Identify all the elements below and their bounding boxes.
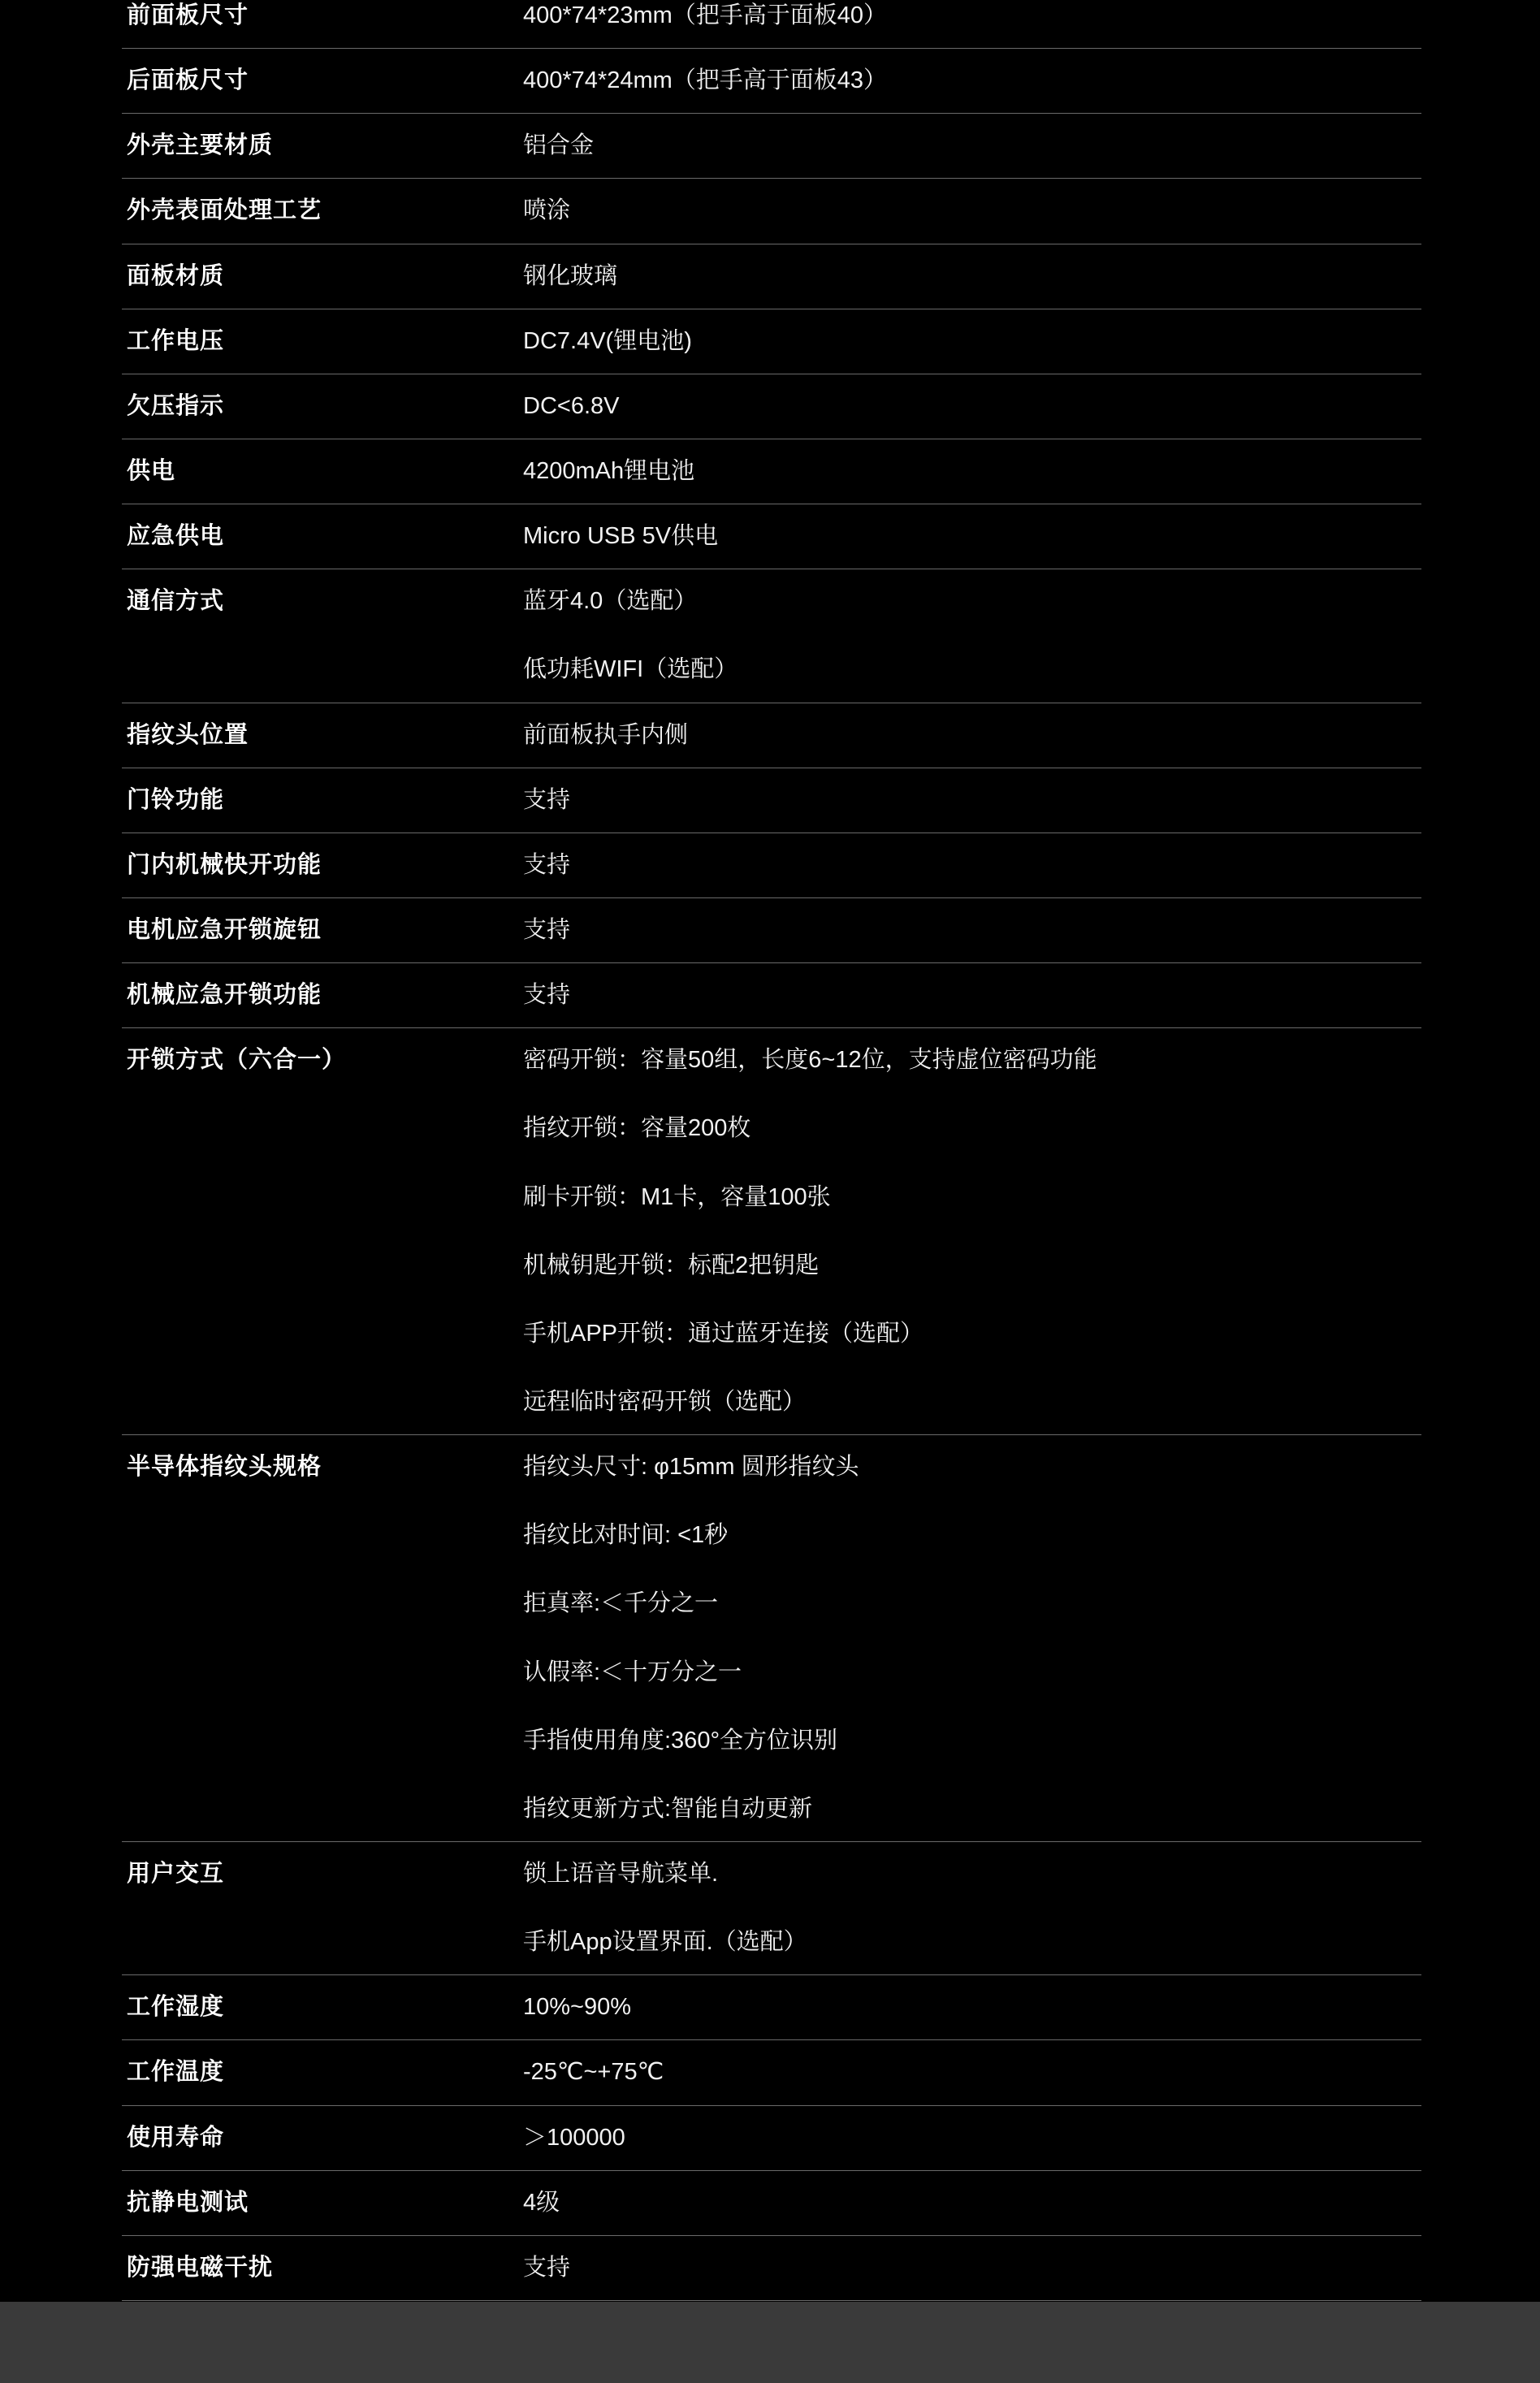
table-row xyxy=(122,833,1421,897)
spec-value-line: 喷涂 xyxy=(523,197,571,224)
spec-label: 工作温度 xyxy=(127,2059,225,2086)
spec-value-line: 远程临时密码开锁（选配） xyxy=(523,1388,807,1415)
spec-value-line: 低功耗WIFI（选配） xyxy=(523,656,738,683)
spec-value-line: 指纹头尺寸: φ15mm 圆形指纹头 xyxy=(523,1454,859,1481)
spec-value xyxy=(520,2105,1421,2170)
spec-value xyxy=(520,1841,1421,1974)
specification-table xyxy=(122,0,1421,2350)
spec-value-line: 4级 xyxy=(523,2189,560,2216)
spec-label: 使用寿命 xyxy=(127,2124,225,2151)
spec-value-line: 400*74*23mm（把手高于面板40） xyxy=(523,2,888,28)
table-row xyxy=(122,439,1421,504)
table-row xyxy=(122,2170,1421,2235)
spec-value-line: 密码开锁：容量50组，长度6~12位，支持虚位密码功能 xyxy=(523,1047,1097,1074)
spec-label: 电机应急开锁旋钮 xyxy=(127,916,322,943)
spec-value xyxy=(520,374,1421,439)
specification-table-body xyxy=(122,0,1421,2350)
table-row xyxy=(122,1435,1421,1842)
spec-label: 防强电磁干扰 xyxy=(127,2254,274,2281)
spec-label: 门内机械快开功能 xyxy=(127,851,322,878)
spec-value xyxy=(520,244,1421,309)
spec-value xyxy=(520,963,1421,1028)
spec-value xyxy=(520,833,1421,897)
spec-value-line: 支持 xyxy=(523,2254,571,2281)
spec-label: 后面板尺寸 xyxy=(127,67,249,94)
spec-value xyxy=(520,439,1421,504)
spec-value xyxy=(520,897,1421,962)
table-row xyxy=(122,504,1421,569)
spec-value xyxy=(520,1028,1421,1435)
spec-value-line: 指纹比对时间: <1秒 xyxy=(523,1522,729,1549)
spec-label: 面板材质 xyxy=(127,262,225,289)
table-row xyxy=(122,1841,1421,1974)
spec-value xyxy=(520,1435,1421,1842)
spec-label: 抗静电测试 xyxy=(127,2189,249,2216)
spec-value-line: DC<6.8V xyxy=(523,392,620,419)
spec-value-line: 支持 xyxy=(523,786,571,813)
table-row xyxy=(122,897,1421,962)
spec-value-line: 手机App设置界面.（选配） xyxy=(523,1929,807,1956)
table-row xyxy=(122,2105,1421,2170)
spec-value-line: 支持 xyxy=(523,851,571,878)
table-row xyxy=(122,1028,1421,1435)
spec-label: 前面板尺寸 xyxy=(127,2,249,28)
spec-value-line: 4200mAh锂电池 xyxy=(523,457,695,484)
spec-value-line: 手指使用角度:360°全方位识别 xyxy=(523,1727,838,1754)
spec-value-line: 400*74*24mm（把手高于面板43） xyxy=(523,67,888,94)
spec-label: 供电 xyxy=(127,457,176,484)
table-row xyxy=(122,0,1421,49)
spec-label: 指纹头位置 xyxy=(127,721,249,748)
spec-value-line: DC7.4V(锂电池) xyxy=(523,327,692,354)
table-row xyxy=(122,1975,1421,2040)
table-row xyxy=(122,374,1421,439)
spec-value-line: 机械钥匙开锁：标配2把钥匙 xyxy=(523,1252,820,1278)
spec-value-line: 拒真率:＜千分之一 xyxy=(523,1590,719,1617)
spec-value-line: 指纹开锁：容量200枚 xyxy=(523,1115,751,1142)
table-row xyxy=(122,703,1421,768)
spec-label: 外壳主要材质 xyxy=(127,132,274,159)
spec-value-line: 铝合金 xyxy=(523,132,595,159)
spec-value xyxy=(520,2235,1421,2300)
table-row xyxy=(122,963,1421,1028)
table-row xyxy=(122,2040,1421,2105)
spec-value-line: 手机APP开锁：通过蓝牙连接（选配） xyxy=(523,1320,924,1347)
spec-value xyxy=(520,768,1421,833)
spec-label: 用户交互 xyxy=(127,1860,225,1887)
table-row xyxy=(122,309,1421,374)
spec-value-line: Micro USB 5V供电 xyxy=(523,523,719,550)
spec-value-line: 指纹更新方式:智能自动更新 xyxy=(523,1795,813,1822)
table-row xyxy=(122,179,1421,244)
spec-value-line: 刷卡开锁：M1卡，容量100张 xyxy=(523,1183,831,1210)
table-row xyxy=(122,768,1421,833)
spec-value xyxy=(520,1975,1421,2040)
spec-value-line: 支持 xyxy=(523,982,571,1009)
spec-label: 通信方式 xyxy=(127,588,225,615)
spec-value xyxy=(520,0,1421,49)
spec-label: 外壳表面处理工艺 xyxy=(127,197,322,224)
spec-label: 开锁方式（六合一） xyxy=(127,1047,347,1074)
spec-label: 机械应急开锁功能 xyxy=(127,982,322,1009)
table-row xyxy=(122,244,1421,309)
table-row xyxy=(122,2235,1421,2300)
spec-value xyxy=(520,504,1421,569)
table-row xyxy=(122,114,1421,179)
spec-label: 半导体指纹头规格 xyxy=(127,1454,322,1481)
spec-value xyxy=(520,179,1421,244)
spec-value xyxy=(520,2040,1421,2105)
spec-label: 应急供电 xyxy=(127,523,225,550)
spec-value xyxy=(520,2170,1421,2235)
spec-value-line: ＞100000 xyxy=(523,2124,625,2151)
spec-value-line: 前面板执手内侧 xyxy=(523,721,689,748)
spec-value xyxy=(520,703,1421,768)
table-row xyxy=(122,569,1421,703)
spec-label: 门铃功能 xyxy=(127,786,225,813)
spec-value xyxy=(520,309,1421,374)
spec-value xyxy=(520,49,1421,114)
spec-value-line: -25℃~+75℃ xyxy=(523,2059,664,2086)
spec-value xyxy=(520,114,1421,179)
footer-bar xyxy=(0,2302,1540,2383)
spec-value-line: 钢化玻璃 xyxy=(523,262,618,289)
spec-value-line: 蓝牙4.0（选配） xyxy=(523,588,698,615)
spec-label: 工作电压 xyxy=(127,327,225,354)
spec-value-line: 10%~90% xyxy=(523,1994,632,2021)
spec-value xyxy=(520,569,1421,703)
table-row xyxy=(122,49,1421,114)
spec-label: 欠压指示 xyxy=(127,392,225,419)
spec-value-line: 认假率:＜十万分之一 xyxy=(523,1659,742,1685)
spec-value-line: 支持 xyxy=(523,916,571,943)
spec-value-line: 锁上语音导航菜单. xyxy=(523,1860,719,1887)
spec-label: 工作湿度 xyxy=(127,1994,225,2021)
